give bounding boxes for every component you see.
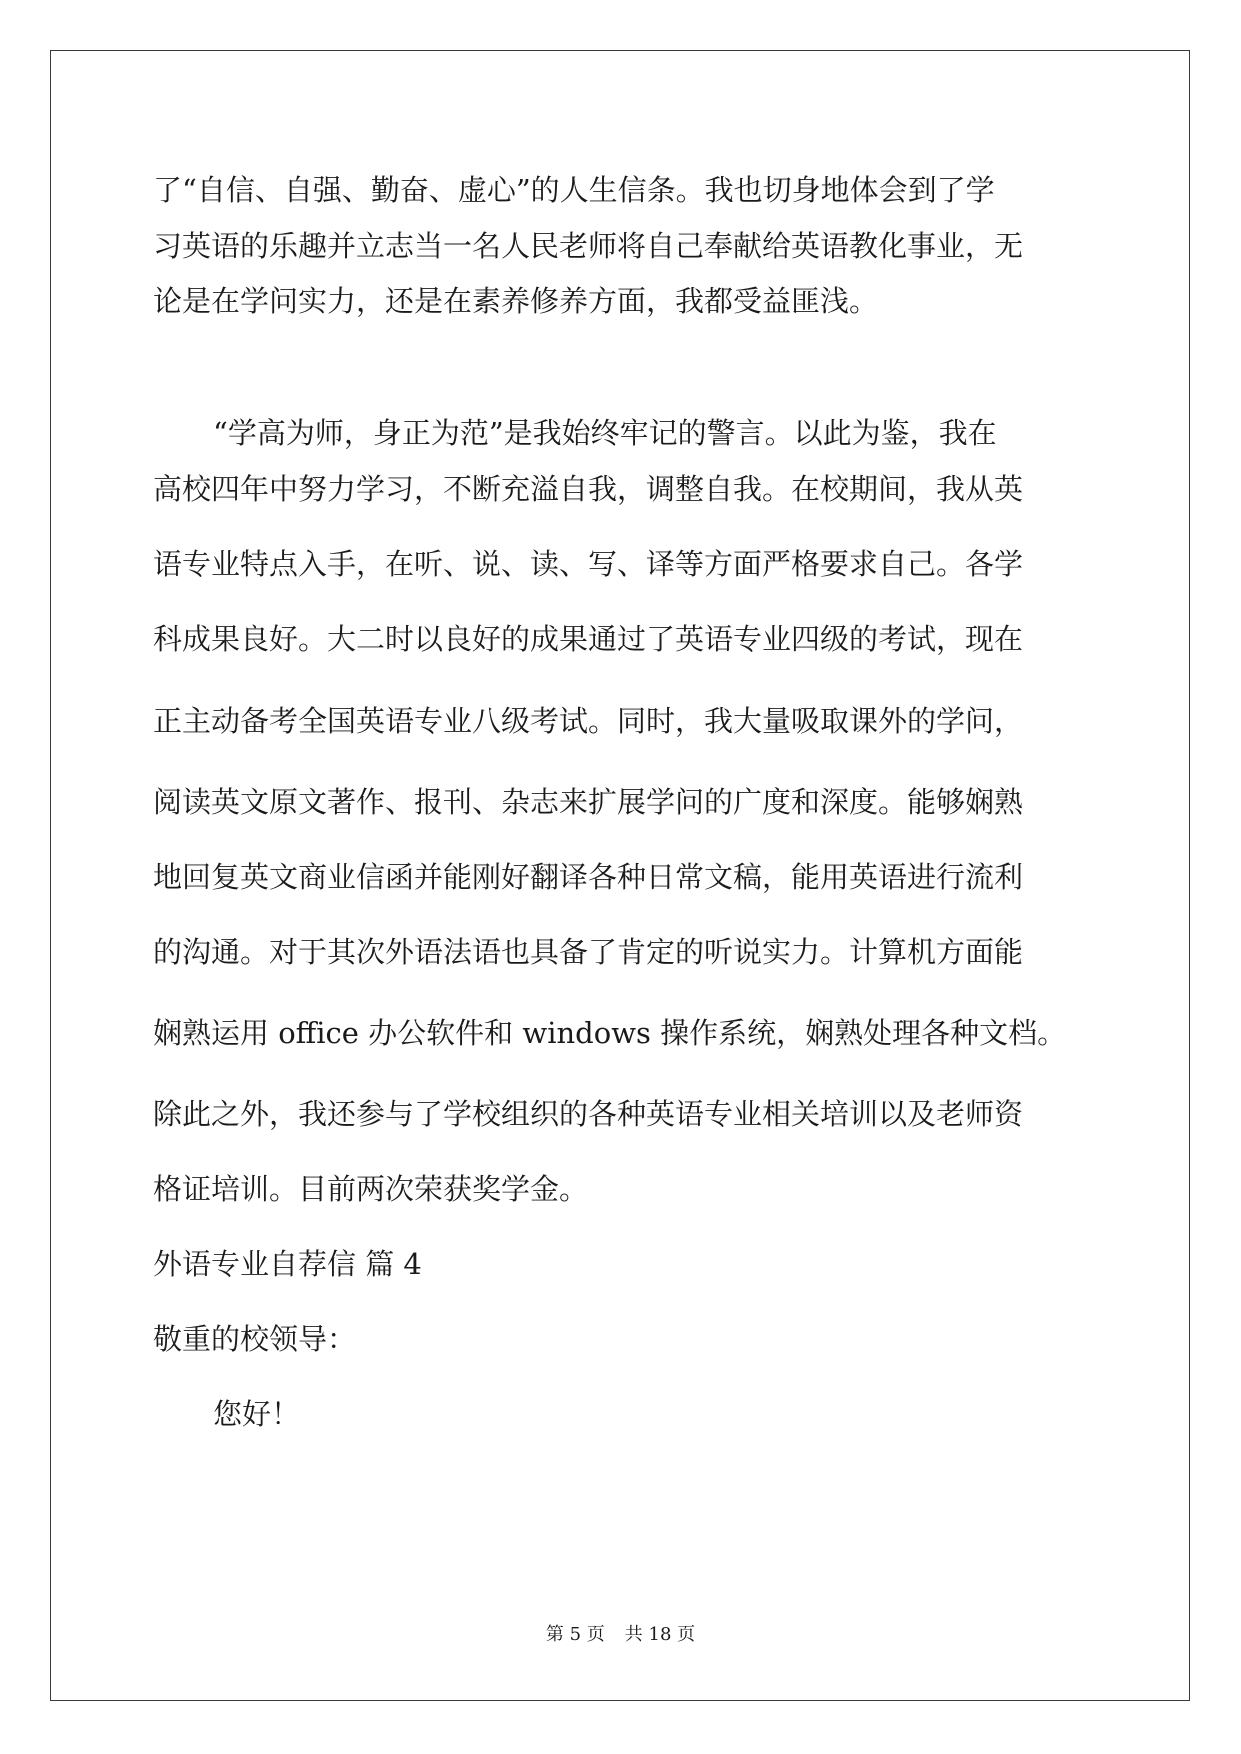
body-text-line: 高校四年中努力学习，不断充溢自我，调整自我。在校期间，我从英 [153, 472, 1024, 506]
body-text-line: 科成果良好。大二时以良好的成果通过了英语专业四级的考试，现在 [153, 622, 1024, 656]
page-footer [0, 1623, 1241, 1647]
page-total: 共 18 页 [624, 1624, 696, 1645]
body-text-line: 地回复英文商业信函并能刚好翻译各种日常文稿，能用英语进行流利 [153, 860, 1024, 894]
body-text-line: 除此之外，我还参与了学校组织的各种英语专业相关培训以及老师资 [153, 1097, 1024, 1131]
section-heading: 外语专业自荐信 篇 4 [153, 1247, 422, 1281]
body-text-line: 正主动备考全国英语专业八级考试。同时，我大量吸取课外的学问， [153, 704, 1024, 738]
paragraph-start-line: “学高为师，身正为范”是我始终牢记的警言。以此为鉴，我在 [213, 416, 997, 450]
body-text-line: 语专业特点入手，在听、说、读、写、译等方面严格要求自己。各学 [153, 547, 1024, 581]
salutation: 敬重的校领导： [153, 1322, 357, 1356]
body-text-line: 论是在学问实力，还是在素养修养方面，我都受益匪浅。 [153, 284, 879, 318]
greeting: 您好！ [213, 1397, 301, 1431]
body-text-line: 了“自信、自强、勤奋、虚心”的人生信条。我也切身地体会到了学 [153, 173, 995, 207]
body-text-line: 格证培训。目前两次荣获奖学金。 [153, 1172, 589, 1206]
body-text-line: 娴熟运用 office 办公软件和 windows 操作系统，娴熟处理各种文档。 [153, 1016, 1067, 1050]
body-text-line: 习英语的乐趣并立志当一名人民老师将自己奉献给英语教化事业，无 [153, 229, 1024, 263]
body-text-line: 阅读英文原文著作、报刊、杂志来扩展学问的广度和深度。能够娴熟 [153, 785, 1024, 819]
page-number: 第 5 页 [545, 1624, 605, 1645]
body-text-line: 的沟通。对于其次外语法语也具备了肯定的听说实力。计算机方面能 [153, 935, 1024, 969]
